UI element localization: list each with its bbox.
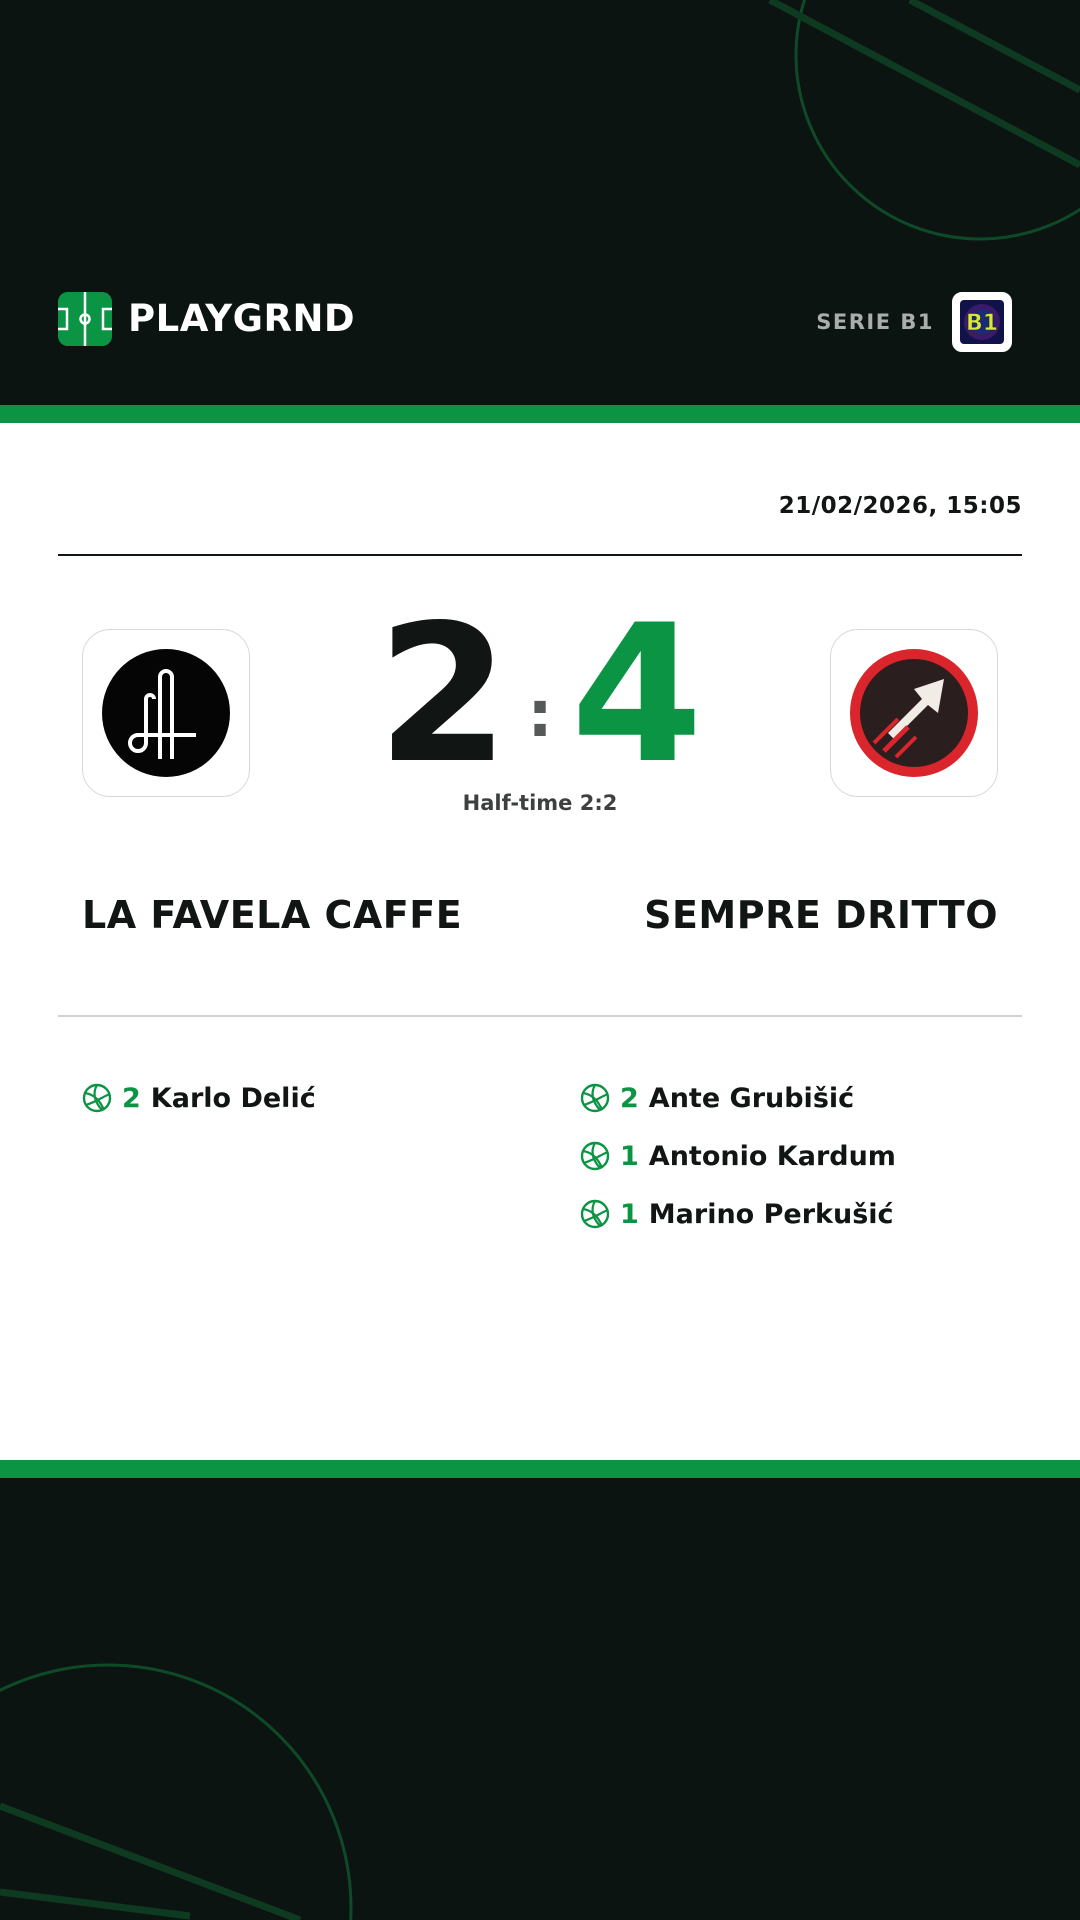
sempre-dritto-logo-icon (848, 647, 980, 779)
goal-count: 2 (620, 1082, 639, 1114)
league[interactable] (816, 292, 1012, 352)
league-badge (952, 292, 1012, 352)
scorer-name: Marino Perkušić (648, 1198, 894, 1230)
la-favela-logo-icon (100, 647, 232, 779)
scorer-item (82, 1069, 316, 1127)
match-card (0, 423, 1080, 1460)
away-scorers-list (580, 1069, 896, 1243)
football-icon (82, 1083, 112, 1113)
away-score: 4 (570, 584, 703, 805)
header (0, 0, 1080, 405)
home-team-name: LA FAVELA CAFFE (82, 893, 463, 937)
away-team-logo[interactable] (830, 629, 998, 797)
scorer-item (580, 1185, 896, 1243)
scorer-name: Karlo Delić (150, 1082, 316, 1114)
match-datetime: 21/02/2026, 15:05 (778, 493, 1022, 519)
home-scorers-list (82, 1069, 316, 1127)
football-icon (580, 1199, 610, 1229)
goal-count: 2 (122, 1082, 141, 1114)
pitch-icon (58, 292, 112, 346)
top-accent-stripe (0, 405, 1080, 423)
league-logo-icon (958, 298, 1006, 346)
goal-count: 1 (620, 1140, 639, 1172)
bottom-accent-stripe (0, 1460, 1080, 1478)
brand-name: PLAYGRND (128, 297, 356, 340)
score-separator: : (527, 678, 553, 752)
league-name: SERIE B1 (816, 310, 934, 334)
scorer-name: Antonio Kardum (648, 1140, 896, 1172)
divider (58, 554, 1022, 556)
goal-count: 1 (620, 1198, 639, 1230)
league-badge-text: B1 (965, 311, 999, 336)
scorer-item (580, 1127, 896, 1185)
football-icon (580, 1141, 610, 1171)
home-team-logo[interactable] (82, 629, 250, 797)
halftime-score: Half-time 2:2 (462, 791, 618, 815)
divider (58, 1015, 1022, 1017)
football-icon (580, 1083, 610, 1113)
away-team-name: SEMPRE DRITTO (644, 893, 998, 937)
scorer-name: Ante Grubišić (648, 1082, 855, 1114)
home-score: 2 (377, 584, 510, 805)
brand[interactable] (58, 292, 355, 346)
scorer-item (580, 1069, 896, 1127)
